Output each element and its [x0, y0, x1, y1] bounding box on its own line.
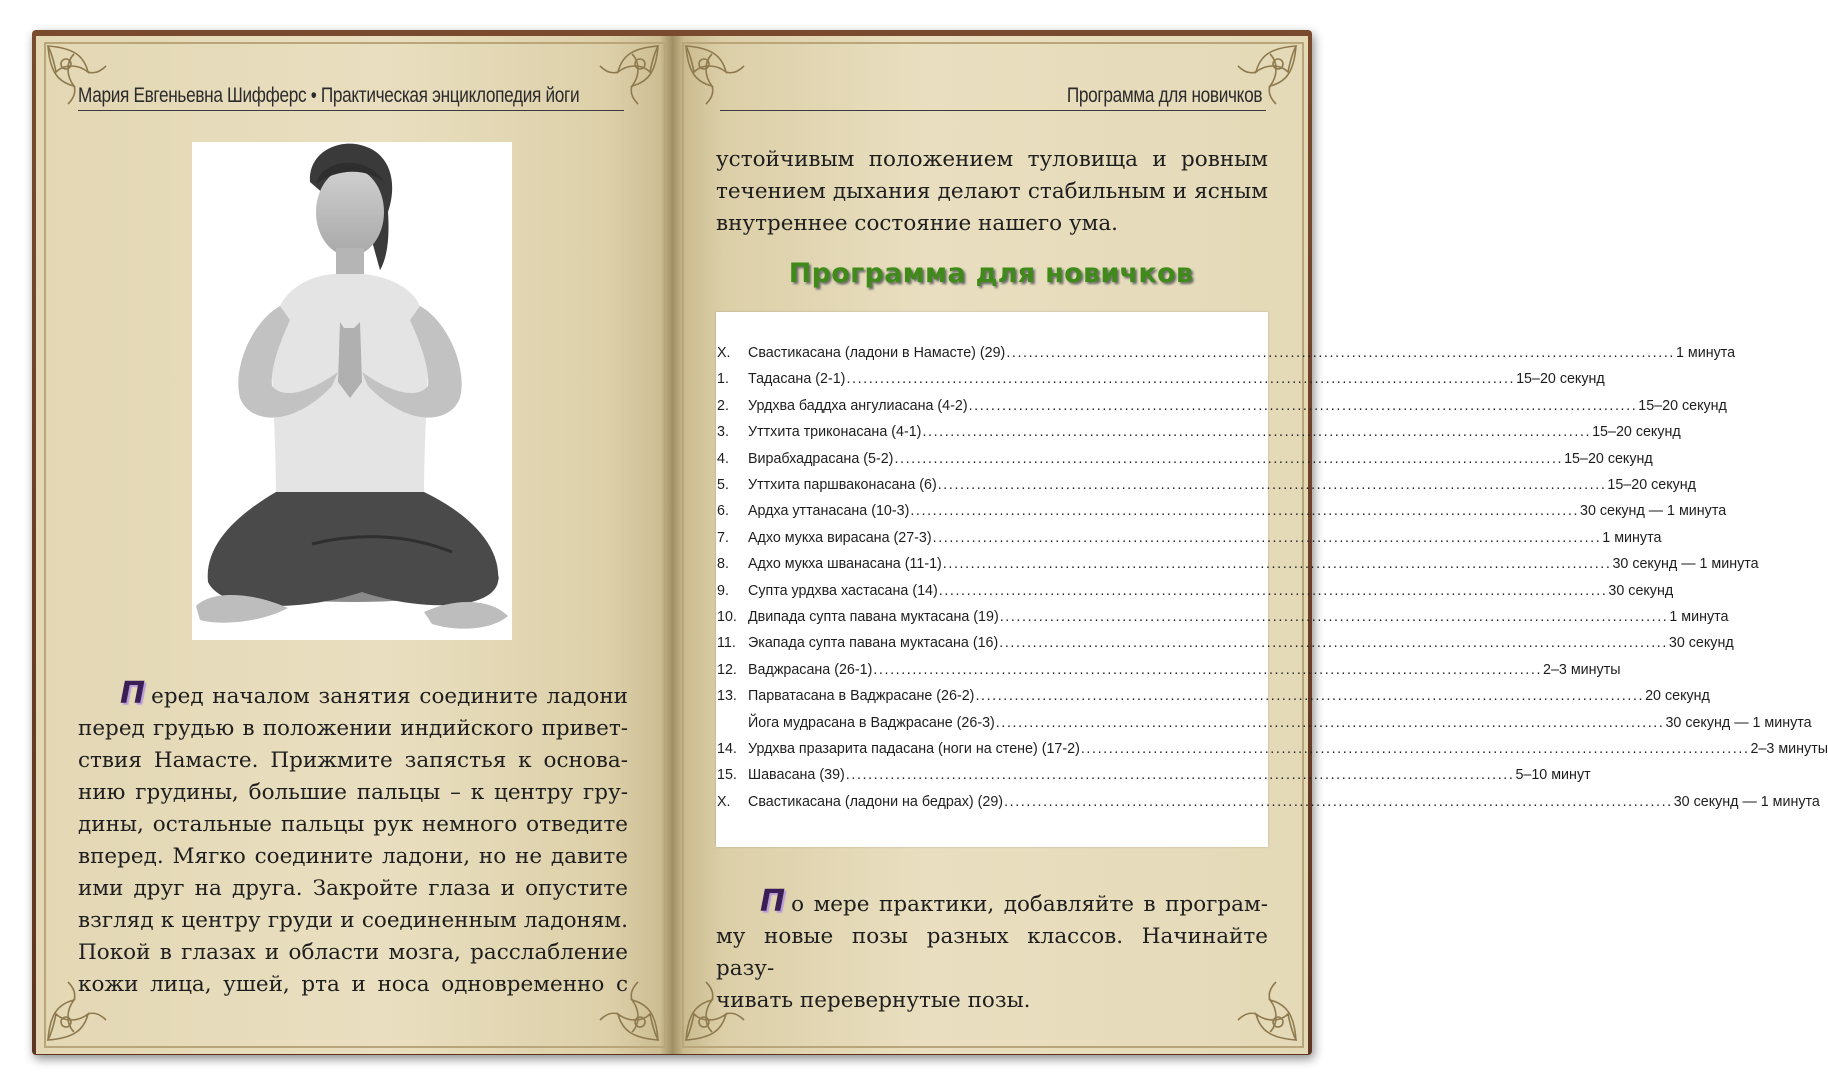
leader-dots: ........................................................................................................................ — [999, 609, 1669, 625]
program-row-pose: Парватасана в Ваджрасане (26-2) — [748, 688, 975, 705]
program-row-duration: 1 минута — [1669, 609, 1729, 625]
right-paragraph — [716, 886, 1268, 1017]
program-row — [716, 789, 1820, 815]
program-row-number: 4. — [717, 450, 729, 467]
leader-dots: ........................................................................................................................ — [999, 635, 1668, 652]
program-row-pose: Двипада супта павана муктасана (19) — [748, 609, 999, 625]
leader-dots: ........................................................................................................................ — [922, 424, 1592, 441]
text-line: взгляд к центру груди и соединенным ладоням. — [78, 908, 628, 933]
program-row-duration: 15–20 секунд — [1638, 397, 1727, 414]
program-row-duration: 30 секунд — 1 минута — [1580, 503, 1727, 520]
left-head-rule — [78, 110, 624, 111]
leader-dots: ........................................................................................................................ — [968, 397, 1638, 414]
program-row-pose: Шавасана (39) — [748, 767, 845, 784]
program-row-pose: Урдхва баддха ангулиасана (4-2) — [748, 397, 968, 414]
program-row-pose: Уттхита паршваконасана (6) — [748, 477, 937, 493]
program-row-pose: Экапада супта павана муктасана (16) — [748, 635, 999, 652]
leader-dots: ........................................................................................................................ — [932, 529, 1602, 546]
program-row-number: 10. — [717, 609, 737, 625]
program-row-number: 7. — [717, 529, 729, 546]
program-table — [716, 312, 1828, 847]
program-row — [716, 578, 1674, 604]
program-row-number: 14. — [717, 741, 737, 757]
text-line: дины, остальные пальцы рук немного отведите — [78, 812, 628, 837]
program-row-duration: 30 секунд — [1608, 582, 1674, 599]
program-row-number: 2. — [717, 397, 729, 414]
program-row-pose: Супта урдхва хастасана (14) — [748, 582, 938, 599]
text-line: течением дыхания делают стабильным и ясным — [716, 179, 1268, 204]
dropcap: П — [120, 676, 146, 711]
program-row-pose: Свастикасана (ладони в Намасте) (29) — [748, 345, 1006, 361]
program-row-number: 5. — [717, 477, 729, 493]
text-line: кожи лица, ушей, рта и носа одновременно с — [78, 972, 628, 997]
program-row-number: 9. — [717, 582, 729, 599]
program-row-number: 12. — [717, 661, 737, 678]
program-row-pose: Уттхита триконасана (4-1) — [748, 424, 922, 441]
program-row-duration: 20 секунд — [1645, 688, 1710, 705]
program-row-number: 15. — [717, 767, 737, 784]
text-line: перед грудью в положении индийского привет- — [78, 716, 628, 741]
corner-ornament-icon — [592, 42, 662, 112]
right-head-rule — [720, 110, 1266, 111]
program-row-number: Х. — [717, 345, 731, 361]
leader-dots: ........................................................................................................................ — [845, 767, 1515, 784]
program-row-duration: 2–3 минуты — [1543, 661, 1621, 678]
program-row-duration: 1 минута — [1675, 345, 1736, 361]
corner-ornament-icon — [682, 42, 752, 112]
text-line: вперед. Мягко соедините ладони, но не давите — [78, 844, 628, 869]
program-row-pose: Свастикасана (ладони на бедрах) (29) — [748, 793, 1004, 810]
leader-dots: ........................................................................................................................ — [938, 582, 1608, 599]
program-row-pose: Адхо мукха вирасана (27-3) — [748, 529, 932, 546]
program-row-duration: 30 секунд — [1668, 635, 1734, 652]
leader-dots: ........................................................................................................................ — [873, 661, 1543, 678]
left-running-head: Мария Евгеньевна Шифферс • Практическая энциклопедия йоги — [78, 84, 580, 107]
program-row-number: 11. — [717, 635, 736, 652]
program-row-duration: 30 секунд — 1 минута — [1612, 556, 1759, 573]
program-row-number: 3. — [717, 424, 729, 441]
program-row-pose: Вирабхадрасана (5-2) — [748, 450, 894, 467]
text-line: чивать перевернутые позы. — [716, 988, 1031, 1013]
program-row — [716, 683, 1710, 709]
leader-dots: ........................................................................................................................ — [894, 450, 1564, 467]
yoga-pose-photo — [192, 142, 512, 640]
program-row — [716, 498, 1727, 524]
program-row-duration: 15–20 секунд — [1592, 424, 1681, 441]
program-row-number: 13. — [717, 688, 737, 705]
left-paragraph — [78, 678, 628, 1001]
leader-dots: ........................................................................................................................ — [1080, 741, 1750, 757]
program-row — [716, 419, 1681, 445]
program-row-duration: 30 секунд — 1 минута — [1665, 714, 1812, 731]
leader-dots: ........................................................................................................................ — [942, 556, 1612, 573]
leader-dots: ........................................................................................................................ — [1006, 345, 1675, 361]
leader-dots: ........................................................................................................................ — [937, 477, 1607, 493]
program-row-pose: Адхо мукха шванасана (11-1) — [748, 556, 942, 573]
program-row-duration: 30 секунд — 1 минута — [1673, 793, 1820, 810]
program-row — [716, 472, 1697, 498]
text-line: Покой в глазах и области мозга, расслабление — [78, 940, 628, 965]
program-row-duration: 15–20 секунд — [1607, 477, 1697, 493]
program-row — [716, 393, 1727, 419]
program-row-duration: 15–20 секунд — [1564, 450, 1653, 467]
program-row — [716, 762, 1591, 788]
program-row-number: 1. — [717, 371, 729, 388]
program-row-pose: Йога мудрасана в Ваджрасане (26-3) — [748, 714, 995, 731]
text-line: устойчивым положением туловища и ровным — [716, 147, 1268, 172]
program-row-pose: Ардха уттанасана (10-3) — [748, 503, 910, 520]
right-intro-paragraph — [716, 144, 1268, 240]
leader-dots: ........................................................................................................................ — [910, 503, 1580, 520]
leader-dots: ........................................................................................................................ — [1004, 793, 1673, 810]
program-row — [716, 340, 1736, 366]
program-row — [716, 736, 1828, 762]
text-line: ими друг на друга. Закройте глаза и опустите — [78, 876, 628, 901]
dropcap: П — [760, 884, 786, 919]
program-row — [716, 551, 1759, 577]
right-running-head: Программа для новичков — [1066, 84, 1262, 107]
section-title: Программа для новичков — [788, 258, 1194, 289]
program-row — [716, 525, 1662, 551]
text-line: П еред началом занятия соедините ладони — [120, 676, 628, 711]
program-row-duration: 1 минута — [1602, 529, 1662, 546]
program-row-duration: 15–20 секунд — [1516, 371, 1605, 388]
program-row — [716, 657, 1621, 683]
program-row-pose: Урдхва празарита падасана (ноги на стене) (17-2) — [748, 741, 1080, 757]
leader-dots: ........................................................................................................................ — [846, 371, 1516, 388]
program-row-duration: 2–3 минуты — [1750, 741, 1828, 757]
program-row-duration: 5–10 минут — [1515, 767, 1591, 784]
program-row-pose: Тадасана (2-1) — [748, 371, 846, 388]
text-line: нию грудины, большие пальцы – к центру гру- — [78, 780, 628, 805]
text-line: внутреннее состояние нашего ума. — [716, 211, 1118, 236]
program-row-pose: Ваджрасана (26-1) — [748, 661, 873, 678]
leader-dots: ........................................................................................................................ — [995, 714, 1665, 731]
text-line: ствия Намасте. Прижмите запястья к основа- — [78, 748, 628, 773]
program-row-number: 6. — [717, 503, 729, 520]
program-row-number: Х. — [717, 793, 731, 810]
text-line: му новые позы разных классов. Начинайте разу- — [716, 924, 1268, 981]
program-row — [716, 604, 1729, 630]
program-row — [716, 446, 1653, 472]
leader-dots: ........................................................................................................................ — [975, 688, 1645, 705]
program-row-number: 8. — [717, 556, 729, 573]
program-row — [716, 630, 1734, 656]
text-line: П о мере практики, добавляйте в програм- — [760, 884, 1268, 919]
program-row — [716, 710, 1812, 736]
program-row — [716, 366, 1605, 392]
